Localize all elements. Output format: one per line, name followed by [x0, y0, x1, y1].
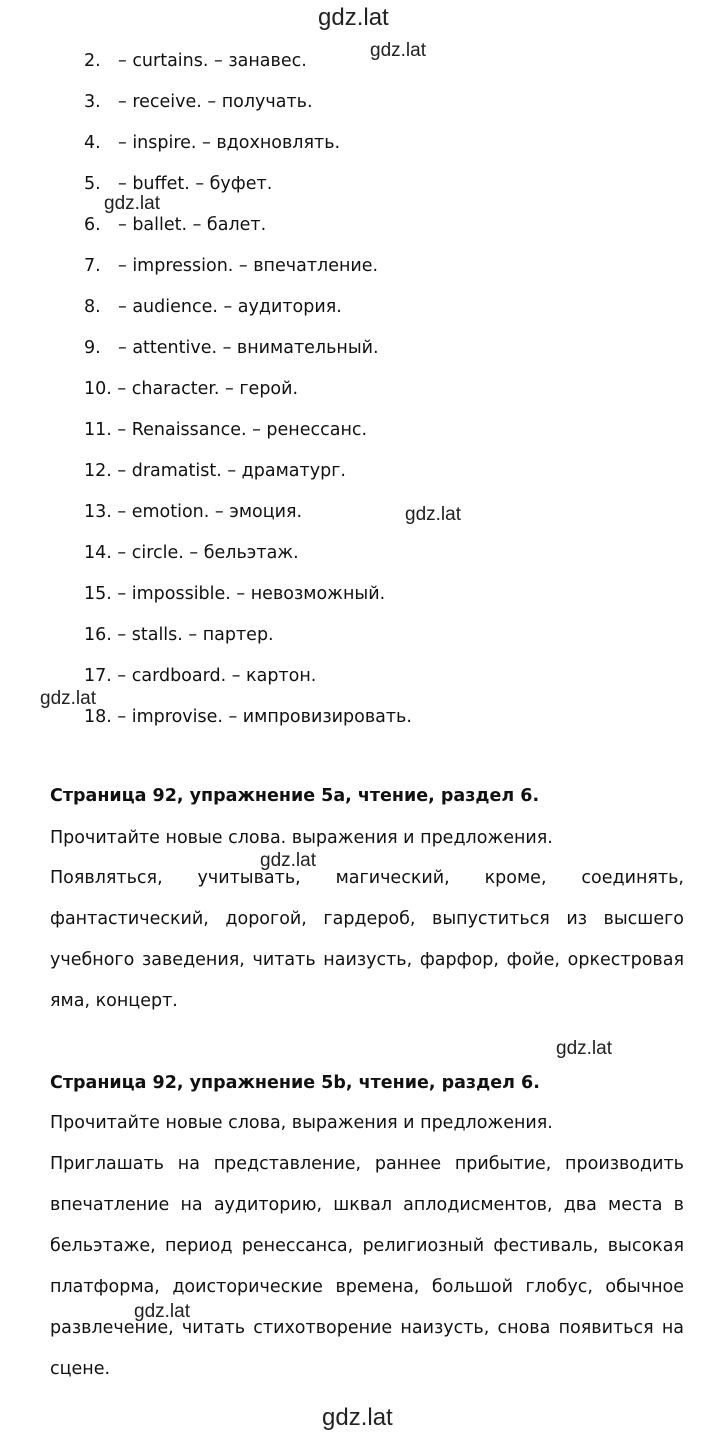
watermark: gdz.lat: [370, 40, 426, 61]
list-item: [84, 89, 412, 130]
item-text: – cardboard. – картон.: [117, 666, 317, 686]
watermark: gdz.lat: [556, 1038, 612, 1059]
watermark: gdz.lat: [104, 193, 160, 214]
item-text: – receive. – получать.: [118, 92, 313, 112]
item-text: – dramatist. – драматург.: [117, 461, 346, 481]
item-number: 6.: [84, 215, 101, 235]
item-number: 2.: [84, 51, 101, 71]
item-number: 17.: [84, 666, 112, 686]
section-instruction-5a: Прочитайте новые слова. выражения и предложения.: [50, 828, 553, 848]
item-number: 3.: [84, 92, 101, 112]
watermark: gdz.lat: [134, 1301, 190, 1322]
item-number: 4.: [84, 133, 101, 153]
item-text: – buffet. – буфет.: [118, 174, 273, 194]
section-body-5b: Приглашать на представление, раннее прибытие, производить впечатление на аудиторию, шквал аплодисментов, два места в бельэтаже, период ренессанса, религиозный фестиваль, высокая платформа, доисторические времена, большой глобус, обычное развлечение, читать стихотворение наизусть, снова появиться на сцене.: [50, 1154, 684, 1379]
item-number: 5.: [84, 174, 101, 194]
item-text: – stalls. – партер.: [117, 625, 274, 645]
watermark: gdz.lat: [405, 504, 461, 525]
item-text: – circle. – бельэтаж.: [117, 543, 299, 563]
item-text: – inspire. – вдохновлять.: [118, 133, 341, 153]
list-item: [84, 499, 412, 540]
watermark: gdz.lat: [322, 1404, 393, 1431]
list-item: [84, 581, 412, 622]
list-item: [84, 48, 412, 89]
watermark: gdz.lat: [260, 850, 316, 871]
section-body-5a: Появляться, учитывать, магический, кроме, соединять, фантастический, дорогой, гардероб, выпуститься из высшего учебного заведения, читать наизусть, фарфор, фойе, оркестровая яма, концерт.: [50, 868, 684, 1011]
list-item: [84, 458, 412, 499]
section-instruction-5b: Прочитайте новые слова, выражения и предложения.: [50, 1113, 553, 1133]
list-item: [84, 622, 412, 663]
item-number: 9.: [84, 338, 101, 358]
item-text: – curtains. – занавес.: [118, 51, 307, 71]
item-number: 12.: [84, 461, 112, 481]
item-text: – improvise. – импровизировать.: [117, 707, 412, 727]
item-number: 18.: [84, 707, 112, 727]
list-item: [84, 540, 412, 581]
watermark: gdz.lat: [318, 4, 389, 31]
list-item: [84, 376, 412, 417]
item-text: – impression. – впечатление.: [118, 256, 379, 276]
item-number: 16.: [84, 625, 112, 645]
item-text: – emotion. – эмоция.: [117, 502, 303, 522]
list-item: [84, 253, 412, 294]
item-number: 7.: [84, 256, 101, 276]
item-number: 11.: [84, 420, 112, 440]
watermark: gdz.lat: [40, 688, 96, 709]
item-number: 13.: [84, 502, 112, 522]
list-item: [84, 335, 412, 376]
section-heading-5a: Страница 92, упражнение 5а, чтение, раздел 6.: [50, 786, 540, 806]
item-number: 14.: [84, 543, 112, 563]
list-item: [84, 212, 412, 253]
section-heading-5b: Страница 92, упражнение 5b, чтение, раздел 6.: [50, 1073, 540, 1093]
item-text: – audience. – аудитория.: [118, 297, 342, 317]
list-item: [84, 130, 412, 171]
item-number: 10.: [84, 379, 112, 399]
item-number: 8.: [84, 297, 101, 317]
list-item: [84, 663, 412, 704]
item-number: 15.: [84, 584, 112, 604]
list-item: [84, 294, 412, 335]
item-text: – character. – герой.: [117, 379, 299, 399]
list-item: [84, 417, 412, 458]
item-text: – impossible. – невозможный.: [117, 584, 386, 604]
vocabulary-list: [84, 48, 412, 745]
item-text: – Renaissance. – ренессанс.: [117, 420, 368, 440]
item-text: – attentive. – внимательный.: [118, 338, 379, 358]
list-item: [84, 704, 412, 745]
item-text: – ballet. – балет.: [118, 215, 267, 235]
